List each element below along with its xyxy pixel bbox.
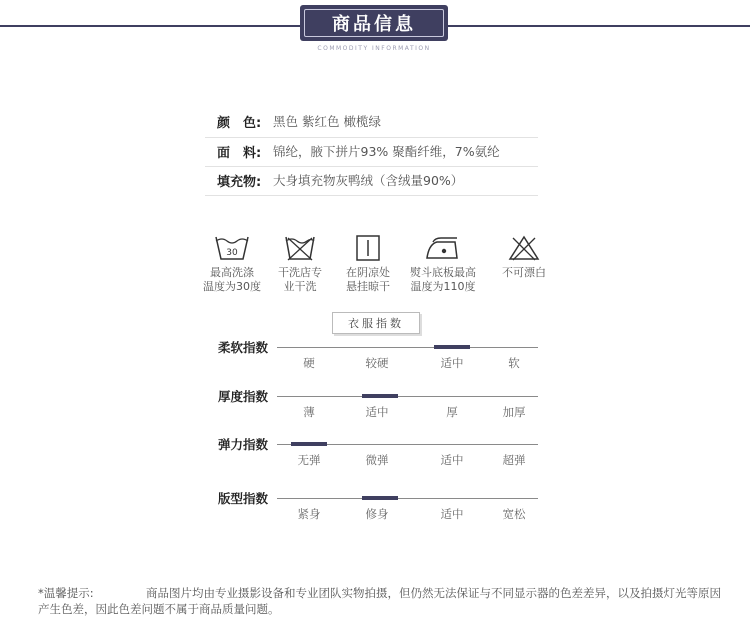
wash-temp: 30 xyxy=(226,248,238,258)
scale-marker xyxy=(291,442,327,446)
iron-low-icon xyxy=(423,234,463,262)
wash-30-icon xyxy=(214,234,250,262)
info-label: 面 料: xyxy=(217,145,262,161)
scale-option: 适中 xyxy=(440,507,464,521)
care-text-line: 温度为30度 xyxy=(203,280,261,293)
scale-option: 厚 xyxy=(446,405,458,419)
info-value: 大身填充物灰鸭绒（含绒量90%） xyxy=(273,173,464,188)
scale-option: 适中 xyxy=(440,453,464,467)
shade-dry-icon xyxy=(350,234,386,262)
section-label: 衣服指数 xyxy=(332,312,420,334)
scale-option: 薄 xyxy=(303,405,315,419)
scale-marker xyxy=(434,345,470,349)
care-text-line: 悬挂晾干 xyxy=(346,280,390,293)
care-text-line: 熨斗底板最高 xyxy=(410,266,476,279)
scale-option: 紧身 xyxy=(297,507,321,521)
header-title: 商品信息 xyxy=(332,14,416,35)
info-label: 颜 色: xyxy=(217,115,262,131)
scale-name: 版型指数 xyxy=(218,491,269,506)
care-item-shade-dry xyxy=(333,234,403,294)
care-item-dry-clean xyxy=(265,234,335,294)
note-prefix: *温馨提示: xyxy=(38,586,94,600)
care-text-line: 在阴凉处 xyxy=(346,266,390,279)
scale-option: 硬 xyxy=(303,356,315,370)
scale-option: 无弹 xyxy=(297,453,321,467)
info-value: 锦纶，腋下拼片93% 聚酯纤维，7%氨纶 xyxy=(273,144,500,159)
dry-clean-icon xyxy=(282,234,318,262)
scale-name: 柔软指数 xyxy=(218,340,269,355)
info-row-filling xyxy=(217,170,463,190)
header-line-right xyxy=(448,25,750,27)
care-item-iron xyxy=(403,234,483,294)
care-text-line: 温度为110度 xyxy=(410,280,476,293)
scale-option: 适中 xyxy=(365,405,389,419)
divider xyxy=(205,166,538,167)
info-row-fabric xyxy=(217,141,500,161)
note-line-2: 产生色差，因此色差问题不属于商品质量问题。 xyxy=(38,602,280,616)
scale-option: 软 xyxy=(508,356,520,370)
scale-track xyxy=(277,347,538,348)
info-row-color xyxy=(217,111,381,131)
no-bleach-icon xyxy=(506,234,542,262)
scale-track xyxy=(277,498,538,499)
note-line-1: 商品图片均由专业摄影设备和专业团队实物拍摄，但仍然无法保证与不同显示器的色差差异，以及拍摄灯光等原因 xyxy=(146,586,721,600)
scale-name: 厚度指数 xyxy=(218,389,269,404)
care-text-line: 最高洗涤 xyxy=(210,266,254,279)
care-text-line: 不可漂白 xyxy=(502,266,546,279)
header-subtitle: COMMODITY INFORMATION xyxy=(317,45,431,52)
info-label: 填充物: xyxy=(217,174,262,190)
header-line-left xyxy=(0,25,300,27)
scale-marker xyxy=(362,394,398,398)
care-text-line: 业干洗 xyxy=(283,280,317,293)
scale-option: 宽松 xyxy=(502,507,526,521)
care-text-line: 干洗店专 xyxy=(278,266,322,279)
scale-option: 较硬 xyxy=(365,356,389,370)
scale-option: 超弹 xyxy=(502,453,526,467)
scale-name: 弹力指数 xyxy=(218,437,269,452)
care-item-no-bleach xyxy=(489,234,559,280)
divider xyxy=(205,195,538,196)
scale-marker xyxy=(362,496,398,500)
scale-track xyxy=(277,396,538,397)
scale-option: 修身 xyxy=(365,507,389,521)
info-value: 黑色 紫红色 橄榄绿 xyxy=(273,114,381,129)
scale-option: 加厚 xyxy=(502,405,526,419)
scale-option: 适中 xyxy=(440,356,464,370)
care-item-wash xyxy=(197,234,267,294)
divider xyxy=(205,137,538,138)
header-banner xyxy=(300,5,448,41)
scale-option: 微弹 xyxy=(365,453,389,467)
